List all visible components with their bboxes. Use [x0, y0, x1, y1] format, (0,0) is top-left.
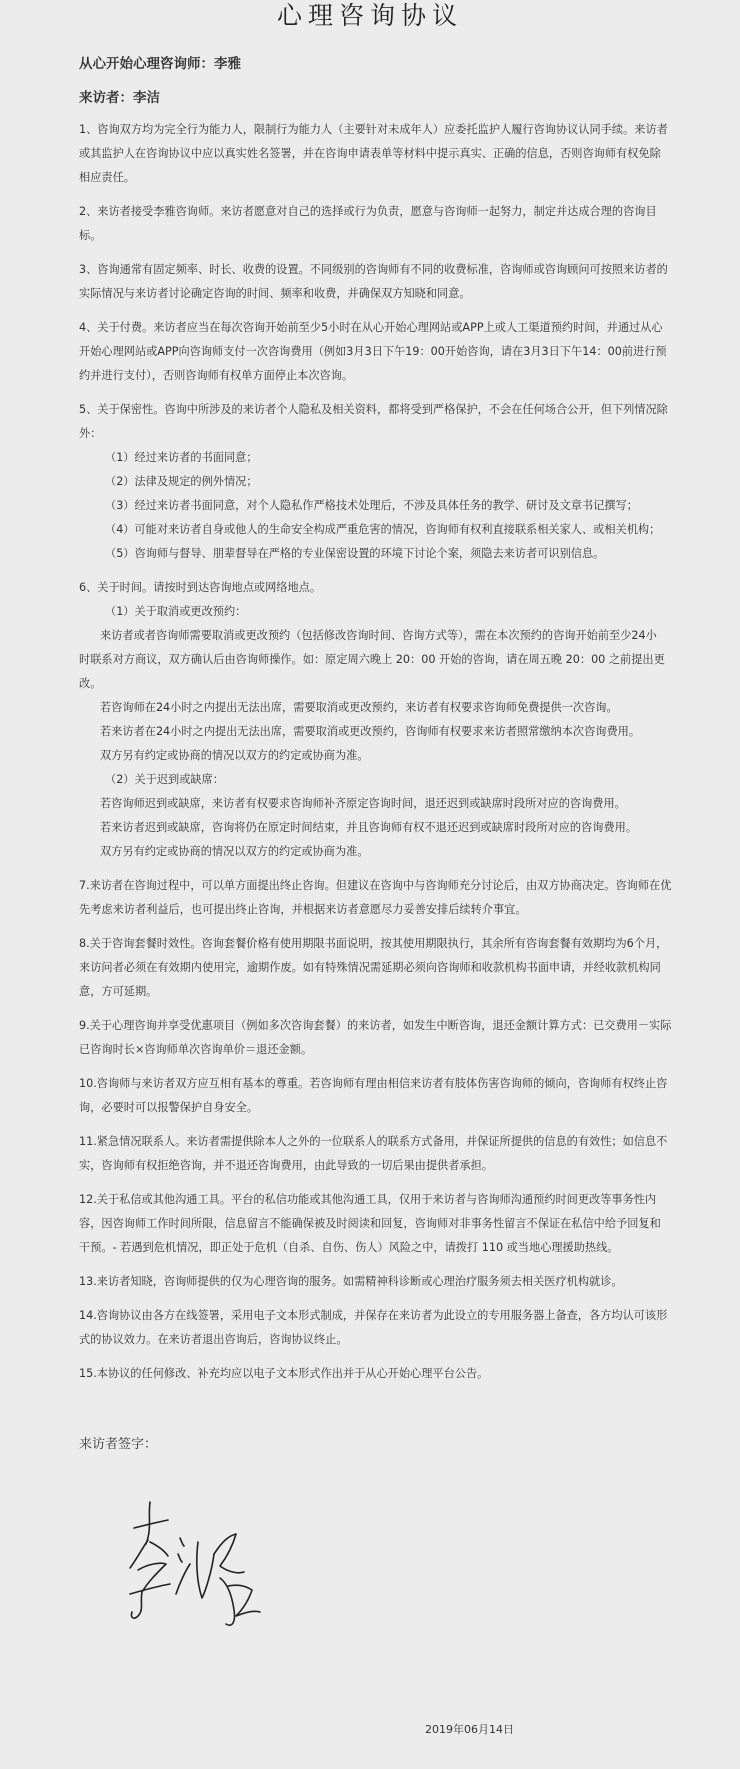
- clause-line: 2、来访者接受李雅咨询师。来访者愿意对自己的选择或行为负责，愿意与咨询师一起努力，制定并达成合理的咨询目: [79, 205, 657, 218]
- clause-line: 标。: [79, 229, 102, 242]
- clause-5-item: （5）咨询师与督导、朋辈督导在严格的专业保密设置的环境下讨论个案，须隐去来访者可识别信息。: [105, 547, 605, 560]
- clause-line: 12.关于私信或其他沟通工具。平台的私信功能或其他沟通工具，仅用于来访者与咨询师沟通预约时间更改等事务性内: [79, 1193, 657, 1206]
- clause-8: [79, 932, 669, 1004]
- clause-3: [79, 258, 669, 306]
- clause-line: 3、咨询通常有固定频率、时长、收费的设置。不同级别的咨询师有不同的收费标准，咨询师或咨询顾问可按照来访者的: [79, 263, 668, 276]
- signature-label: 来访者签字：: [79, 1437, 158, 1452]
- clause-11: [79, 1130, 669, 1178]
- clause-line: 双方另有约定或协商的情况以双方的约定或协商为准。: [100, 749, 369, 762]
- clause-15: [79, 1362, 669, 1386]
- clause-line: 10.咨询师与来访者双方应互相有基本的尊重。若咨询师有理由相信来访者有肢体伤害咨询师的倾向，咨询师有权终止咨: [79, 1077, 668, 1090]
- clause-12: [79, 1188, 669, 1260]
- clause-line: 4、关于付费。来访者应当在每次咨询开始前至少5小时在从心开始心理网站或APP上或人工渠道预约时间，并通过从心: [79, 321, 663, 334]
- clause-line: 改。: [79, 677, 102, 690]
- clause-line: 约并进行支付），否则咨询师有权单方面停止本次咨询。: [79, 369, 354, 382]
- client-line: 来访者：李洁: [79, 90, 160, 106]
- clause-line: 询，必要时可以报警保护自身安全。: [79, 1101, 259, 1114]
- counselor-line: 从心开始心理咨询师：李雅: [79, 56, 241, 72]
- clause-line: 开始心理网站或APP向咨询师支付一次咨询费用（例如3月3日下午19：00开始咨询，请在3月3日下午14：00前进行预: [79, 345, 667, 358]
- clause-line: 15.本协议的任何修改、补充均应以电子文本形式作出并于从心开始心理平台公告。: [79, 1367, 489, 1380]
- clause-line: 11.紧急情况联系人。来访者需提供除本人之外的一位联系人的联系方式备用，并保证所提供的信息的有效性；如信息不: [79, 1135, 668, 1148]
- clause-5-item: （1）经过来访者的书面同意；: [105, 451, 258, 464]
- clause-7: [79, 874, 672, 922]
- clause-line: 14.咨询协议由各方在线签署，采用电子文本形式制成，并保存在来访者为此设立的专用服务器上备查，各方均认可该形: [79, 1309, 668, 1322]
- clause-line: 5、关于保密性。咨询中所涉及的来访者个人隐私及相关资料，都将受到严格保护，不会在任何场合公开，但下列情况除: [79, 403, 668, 416]
- clause-line: 6、关于时间。请按时到达咨询地点或网络地点。: [79, 581, 322, 594]
- clause-line: 容，因咨询师工作时间所限，信息留言不能确保被及时阅读和回复，咨询师对非事务性留言不保证在私信中给予回复和: [79, 1217, 661, 1230]
- clause-14: [79, 1304, 669, 1352]
- clause-10: [79, 1072, 669, 1120]
- clause-line: 若咨询师在24小时之内提出无法出席，需要取消或更改预约，来访者有权要求咨询师免费提供一次咨询。: [100, 701, 618, 714]
- clause-5-item: （3）经过来访者书面同意，对个人隐私作严格技术处理后，不涉及具体任务的教学、研讨及文章书记撰写；: [105, 499, 638, 512]
- clause-line: 外：: [79, 427, 102, 440]
- clause-5-item: （2）法律及规定的例外情况；: [105, 475, 258, 488]
- clause-line: 时联系对方商议，双方确认后由咨询师操作。如：原定周六晚上 20：00 开始的咨询，请在周五晚 20：00 之前提出更: [79, 653, 665, 666]
- clause-line: 来访者或者咨询师需要取消或更改预约（包括修改咨询时间、咨询方式等），需在本次预约的咨询开始前至少24小: [100, 629, 657, 642]
- document-title: 心理咨询协议: [276, 1, 463, 30]
- clause-line: 实际情况与来访者讨论确定咨询的时间、频率和收费，并确保双方知晓和同意。: [79, 287, 471, 300]
- clause-line: 13.来访者知晓，咨询师提供的仅为心理咨询的服务。如需精神科诊断或心理治疗服务须去相关医疗机构就诊。: [79, 1275, 623, 1288]
- clause-line: 实，咨询师有权拒绝咨询，并不退还咨询费用，由此导致的一切后果由提供者承担。: [79, 1159, 493, 1172]
- clause-line: 9.关于心理咨询并享受优惠项目（例如多次咨询套餐）的来访者，如发生中断咨询，退还金额计算方式：已交费用－实际: [79, 1019, 672, 1032]
- handwritten-signature: [128, 1498, 288, 1630]
- clause-6-subheading: （1）关于取消或更改预约：: [105, 605, 247, 618]
- clause-line: 意，方可延期。: [79, 985, 158, 998]
- clause-line: 若来访者在24小时之内提出无法出席，需要取消或更改预约，咨询师有权要求来访者照常缴纳本次咨询费用。: [100, 725, 641, 738]
- clause-line: 7.来访者在咨询过程中，可以单方面提出终止咨询。但建议在咨询中与咨询师充分讨论后，由双方协商决定。咨询师在优: [79, 879, 672, 892]
- clause-13: [79, 1270, 669, 1294]
- clause-6: [79, 576, 669, 864]
- clause-line: 干预。- 若遇到危机情况，即正处于危机（自杀、自伤、伤人）风险之中，请拨打 110 或当地心理援助热线。: [79, 1241, 619, 1254]
- clause-5: [79, 398, 669, 566]
- agreement-body: [79, 118, 672, 1396]
- clause-line: 先考虑来访者利益后，也可提出终止咨询，并根据来访者意愿尽力妥善安排后续转介事宜。: [79, 903, 527, 916]
- clause-2: [79, 200, 669, 248]
- clause-6-subheading: （2）关于迟到或缺席：: [105, 773, 224, 786]
- clause-line: 已咨询时长×咨询师单次咨询单价＝退还金额。: [79, 1043, 313, 1056]
- clause-5-item: （4）可能对来访者自身或他人的生命安全构成严重危害的情况，咨询师有权利直接联系相关家人、或相关机构；: [105, 523, 661, 536]
- signature-date: 2019年06月14日: [425, 1723, 514, 1736]
- clause-line: 8.关于咨询套餐时效性。咨询套餐价格有使用期限书面说明，按其使用期限执行，其余所有咨询套餐有效期均为6个月，: [79, 937, 668, 950]
- clause-1: [79, 118, 669, 190]
- clause-line: 双方另有约定或协商的情况以双方的约定或协商为准。: [100, 845, 369, 858]
- clause-line: 相应责任。: [79, 171, 135, 184]
- clause-line: 来访问者必须在有效期内使用完，逾期作废。如有特殊情况需延期必须向咨询师和收款机构书面申请，并经收款机构同: [79, 961, 661, 974]
- clause-4: [79, 316, 669, 388]
- clause-line: 或其监护人在咨询协议中应以真实姓名签署，并在咨询申请表单等材料中提示真实、正确的信息，否则咨询师有权免除: [79, 147, 661, 160]
- clause-line: 若来访者迟到或缺席，咨询将仍在原定时间结束，并且咨询师有权不退还迟到或缺席时段所对应的咨询费用。: [100, 821, 638, 834]
- clause-9: [79, 1014, 672, 1062]
- clause-line: 若咨询师迟到或缺席，来访者有权要求咨询师补齐原定咨询时间，退还迟到或缺席时段所对应的咨询费用。: [100, 797, 626, 810]
- clause-line: 1、咨询双方均为完全行为能力人，限制行为能力人（主要针对未成年人）应委托监护人履行咨询协议认同手续。来访者: [79, 123, 668, 136]
- clause-line: 式的协议效力。在来访者退出咨询后，咨询协议终止。: [79, 1333, 348, 1346]
